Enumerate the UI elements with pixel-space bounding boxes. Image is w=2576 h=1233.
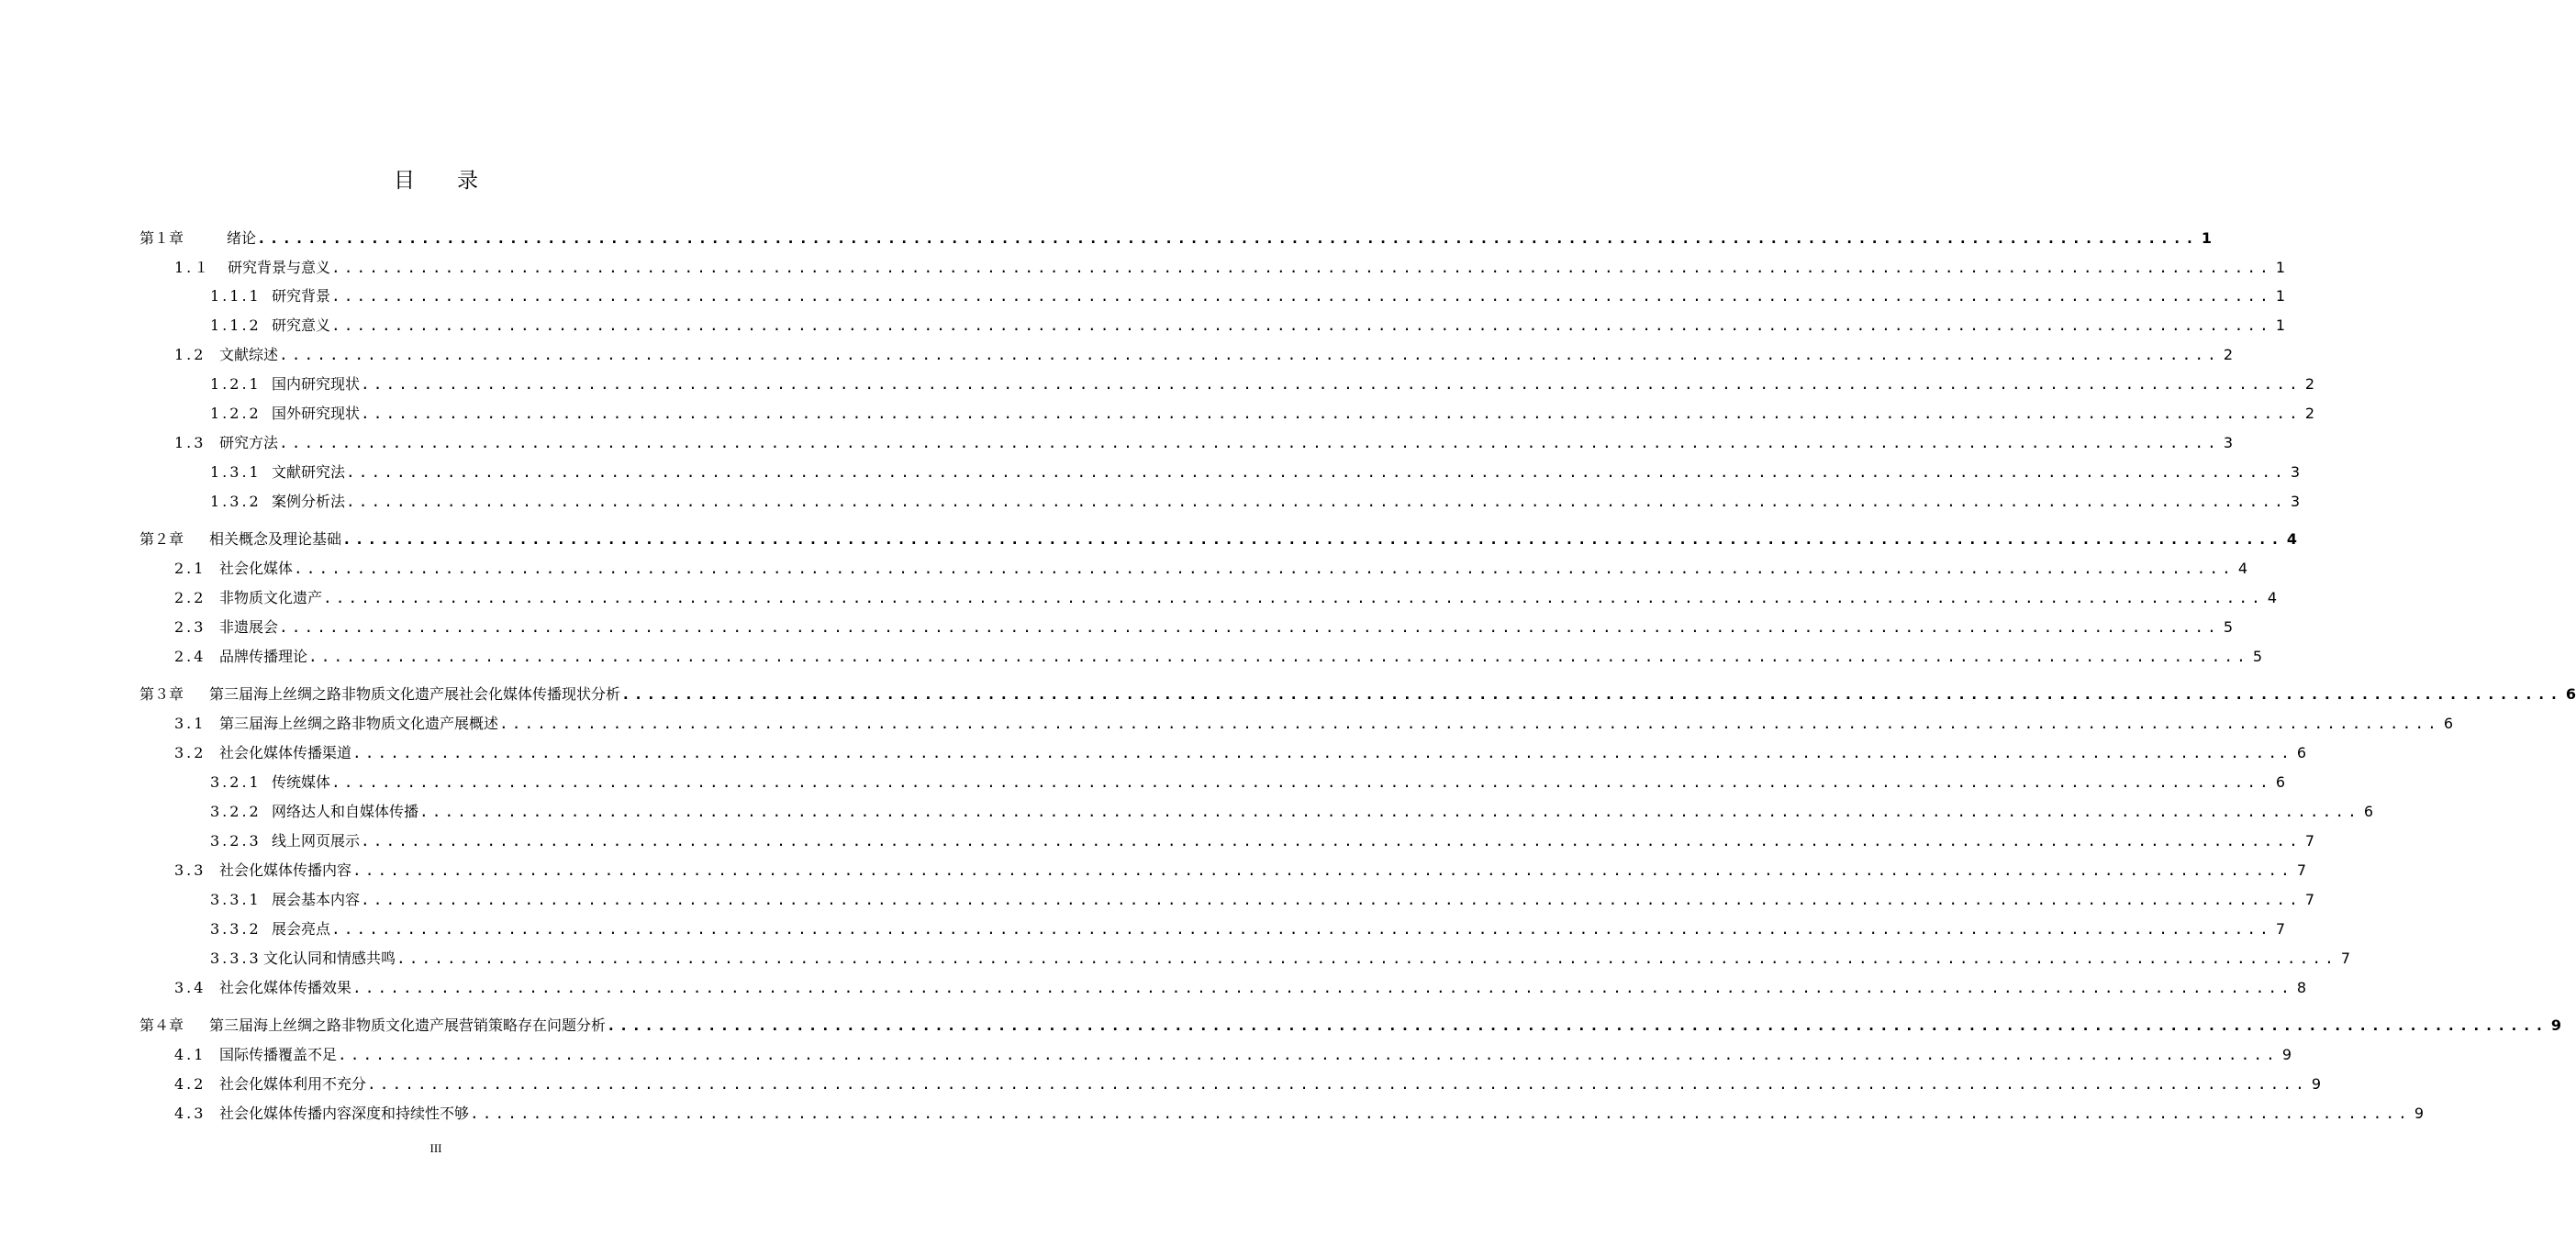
- dot-leader: ..........................................................................................................................................................: [346, 463, 2287, 481]
- page-number: 2: [2304, 375, 2315, 393]
- section-number: 3.3.2: [210, 920, 262, 938]
- toc-section[interactable]: [174, 712, 2454, 736]
- dot-leader: ..........................................................................................................................................................: [331, 259, 2272, 276]
- toc-chapter-2[interactable]: [139, 528, 2298, 551]
- section-number: 3.4: [174, 979, 206, 996]
- chapter-number: 第１章: [139, 229, 184, 247]
- toc-section[interactable]: [174, 256, 2286, 280]
- dot-leader: ..........................................................................................................................................................: [396, 950, 2337, 967]
- section-title: 线上网页展示: [272, 832, 361, 850]
- toc-subsection[interactable]: [210, 402, 2315, 426]
- page-number: 9: [2550, 1016, 2562, 1034]
- chapter-title: 第三届海上丝绸之路非物质文化遗产展社会化媒体传播现状分析: [209, 685, 621, 703]
- dot-leader: ..........................................................................................................................................................: [331, 317, 2272, 334]
- toc-section[interactable]: [174, 645, 2263, 669]
- page-number: 1: [2201, 229, 2213, 247]
- section-title: 社会化媒体传播内容深度和持续性不够: [219, 1105, 470, 1122]
- dot-leader: ..........................................................................................................................................................: [352, 861, 2293, 879]
- section-number: 1.2: [174, 346, 206, 363]
- page-number: 7: [2296, 861, 2307, 879]
- section-title: 文献研究法: [272, 463, 346, 481]
- page-number: 7: [2275, 920, 2286, 938]
- section-title: 文化认同和情感共鸣: [263, 950, 396, 967]
- section-title: 社会化媒体利用不充分: [219, 1075, 367, 1093]
- section-title: 研究背景与意义: [228, 259, 331, 276]
- page-number: 3: [2290, 493, 2301, 510]
- chapter-title: 绪论: [227, 229, 257, 247]
- dot-leader: ..........................................................................................................................................................: [323, 589, 2264, 606]
- dot-leader: ..........................................................................................................................................................: [279, 618, 2220, 636]
- section-title: 国外研究现状: [272, 405, 361, 422]
- page-number: 6: [2275, 773, 2286, 791]
- toc-subsection[interactable]: [210, 771, 2286, 794]
- section-number: 1.1.2: [210, 317, 262, 334]
- toc-subsection[interactable]: [210, 372, 2315, 396]
- section-number: 2.2: [174, 589, 206, 606]
- toc-subsection[interactable]: [210, 284, 2286, 308]
- chapter-title: 第三届海上丝绸之路非物质文化遗产展营销策略存在问题分析: [209, 1016, 607, 1034]
- page-number: 9: [2414, 1105, 2425, 1122]
- toc-chapter-4[interactable]: [139, 1014, 2562, 1038]
- dot-leader: ..........................................................................................................................................................: [367, 1075, 2308, 1093]
- section-title: 案例分析法: [272, 493, 346, 510]
- section-number: 3.2.3: [210, 832, 262, 850]
- toc-subsection[interactable]: [210, 947, 2351, 971]
- toc-chapter-3[interactable]: [139, 683, 2576, 706]
- dot-leader: ..........................................................................................................................................................: [346, 493, 2287, 510]
- section-number: 1.2.1: [210, 375, 262, 393]
- section-number: 1.3.2: [210, 493, 262, 510]
- dot-leader: ..........................................................................................................................................................: [331, 287, 2272, 305]
- toc-section[interactable]: [174, 616, 2234, 639]
- section-title: 文献综述: [219, 346, 279, 363]
- page-number: 7: [2340, 950, 2351, 967]
- section-title: 传统媒体: [272, 773, 331, 791]
- toc-section[interactable]: [174, 1043, 2292, 1067]
- page-number: 4: [2267, 589, 2278, 606]
- footer-page-number: III: [429, 1141, 442, 1155]
- dot-leader: ..........................................................................................................................................................: [361, 375, 2302, 393]
- toc-subsection[interactable]: [210, 917, 2286, 941]
- section-number: 3.2.2: [210, 803, 262, 820]
- section-title: 研究背景: [272, 287, 331, 305]
- dot-leader: ..........................................................................................................................................................: [342, 530, 2283, 548]
- section-title: 展会基本内容: [272, 891, 361, 908]
- toc-subsection[interactable]: [210, 490, 2301, 514]
- dot-leader: ..........................................................................................................................................................: [352, 744, 2293, 761]
- dot-leader: ..........................................................................................................................................................: [621, 685, 2562, 703]
- section-title: 非遗展会: [219, 618, 279, 636]
- page-number: 7: [2304, 891, 2315, 908]
- page-number: 6: [2565, 685, 2576, 703]
- dot-leader: ..........................................................................................................................................................: [499, 715, 2440, 732]
- page-number: 9: [2311, 1075, 2322, 1093]
- section-number: 3.2.1: [210, 773, 262, 791]
- toc-section[interactable]: [174, 976, 2307, 1000]
- section-number: 4.3: [174, 1105, 206, 1122]
- dot-leader: ..........................................................................................................................................................: [419, 803, 2360, 820]
- page-number: 4: [2237, 560, 2248, 577]
- dot-leader: ..........................................................................................................................................................: [361, 405, 2302, 422]
- toc-subsection[interactable]: [210, 800, 2374, 824]
- title-char-2: 录: [457, 169, 478, 193]
- toc-subsection[interactable]: [210, 829, 2315, 853]
- page-number: 5: [2223, 618, 2234, 636]
- section-title: 社会化媒体传播渠道: [219, 744, 352, 761]
- dot-leader: ..........................................................................................................................................................: [338, 1046, 2279, 1063]
- section-title: 研究意义: [272, 317, 331, 334]
- section-title: 品牌传播理论: [219, 648, 308, 665]
- toc-chapter-1[interactable]: [139, 227, 2213, 250]
- page-number: 1: [2275, 317, 2286, 334]
- dot-leader: ..........................................................................................................................................................: [331, 920, 2272, 938]
- section-number: 1.1.1: [210, 287, 262, 305]
- section-number: 2.3: [174, 618, 206, 636]
- page-number: 4: [2286, 530, 2298, 548]
- section-number: 3.3.1: [210, 891, 262, 908]
- toc-subsection[interactable]: [210, 888, 2315, 912]
- section-title: 社会化媒体: [219, 560, 294, 577]
- section-number: 1.2.2: [210, 405, 262, 422]
- section-title: 展会亮点: [272, 920, 331, 938]
- section-title: 社会化媒体传播内容: [219, 861, 352, 879]
- dot-leader: ..........................................................................................................................................................: [352, 979, 2293, 996]
- section-number: 3.3.3: [210, 950, 262, 967]
- page-number: 2: [2304, 405, 2315, 422]
- section-number: 1.3: [174, 434, 206, 451]
- section-number: 1.１: [174, 259, 212, 276]
- dot-leader: ..........................................................................................................................................................: [470, 1105, 2411, 1122]
- page-number: 3: [2290, 463, 2301, 481]
- toc-section[interactable]: [174, 1102, 2425, 1126]
- section-number: 3.2: [174, 744, 206, 761]
- section-number: 2.1: [174, 560, 206, 577]
- page-number: 9: [2281, 1046, 2292, 1063]
- dot-leader: ..........................................................................................................................................................: [607, 1016, 2548, 1034]
- page-number: 1: [2275, 259, 2286, 276]
- section-title: 国际传播覆盖不足: [219, 1046, 338, 1063]
- toc-subsection[interactable]: [210, 314, 2286, 338]
- toc-section[interactable]: [174, 431, 2234, 455]
- page-number: 6: [2296, 744, 2307, 761]
- toc-section[interactable]: [174, 1072, 2322, 1096]
- dot-leader: ..........................................................................................................................................................: [257, 229, 2198, 247]
- dot-leader: ..........................................................................................................................................................: [361, 891, 2302, 908]
- page-number: 3: [2223, 434, 2234, 451]
- section-number: 2.4: [174, 648, 206, 665]
- chapter-number: 第３章: [139, 685, 184, 703]
- toc-section[interactable]: [174, 859, 2307, 883]
- chapter-number: 第２章: [139, 530, 184, 548]
- page-number: 6: [2443, 715, 2454, 732]
- section-title: 研究方法: [219, 434, 279, 451]
- dot-leader: ..........................................................................................................................................................: [279, 346, 2220, 363]
- page-number: 2: [2223, 346, 2234, 363]
- section-number: 3.1: [174, 715, 206, 732]
- chapter-number: 第４章: [139, 1016, 184, 1034]
- toc-section[interactable]: [174, 343, 2234, 367]
- section-title: 网络达人和自媒体传播: [272, 803, 419, 820]
- section-title: 社会化媒体传播效果: [219, 979, 352, 996]
- section-title: 非物质文化遗产: [219, 589, 323, 606]
- dot-leader: ..........................................................................................................................................................: [279, 434, 2220, 451]
- title-char-1: 目: [394, 169, 415, 193]
- section-number: 4.2: [174, 1075, 206, 1093]
- dot-leader: ..........................................................................................................................................................: [361, 832, 2302, 850]
- page-number: 1: [2275, 287, 2286, 305]
- section-number: 1.3.1: [210, 463, 262, 481]
- section-title: 国内研究现状: [272, 375, 361, 393]
- toc-section[interactable]: [174, 557, 2248, 581]
- dot-leader: ..........................................................................................................................................................: [294, 560, 2235, 577]
- toc-section[interactable]: [174, 586, 2278, 610]
- toc-subsection[interactable]: [210, 461, 2301, 484]
- toc-section[interactable]: [174, 741, 2307, 765]
- page-number: 8: [2296, 979, 2307, 996]
- page-number: 7: [2304, 832, 2315, 850]
- dot-leader: ..........................................................................................................................................................: [331, 773, 2272, 791]
- dot-leader: ..........................................................................................................................................................: [308, 648, 2249, 665]
- section-title: 第三届海上丝绸之路非物质文化遗产展概述: [219, 715, 499, 732]
- page-number: 6: [2363, 803, 2374, 820]
- section-number: 3.3: [174, 861, 206, 879]
- page-number: 5: [2252, 648, 2263, 665]
- section-number: 4.1: [174, 1046, 206, 1063]
- chapter-title: 相关概念及理论基础: [209, 530, 342, 548]
